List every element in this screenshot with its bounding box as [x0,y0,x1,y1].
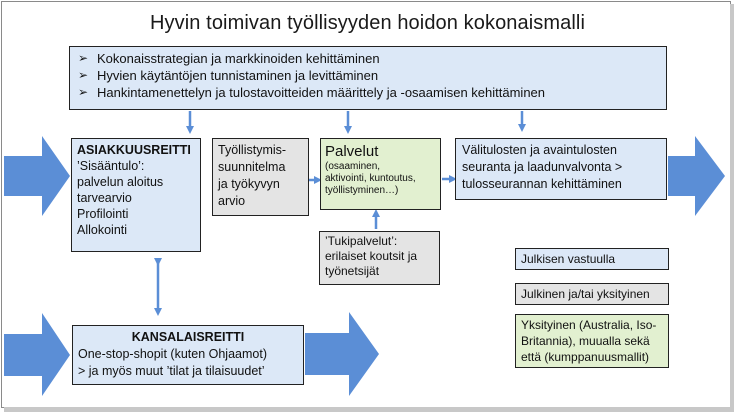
legend-private [515,314,669,368]
employment-plan-line: ja työkyvyn [218,177,280,191]
services-heading: Palvelut [325,143,379,160]
services-box [320,138,441,210]
legend-private-line: Yksityinen (Australia, Iso- [521,318,657,332]
support-services-line: erilaiset koutsit ja [325,249,418,263]
diagram-title: Hyvin toimivan työllisyyden hoidon kokonaismalli [150,12,585,34]
employment-plan-line: suunnitelma [218,160,286,174]
strategy-box [69,46,667,110]
customer-route-box [71,138,201,252]
citizen-route-line: One-stop-shopit (kuten Ohjaamot) [78,347,267,361]
strategy-item [78,67,658,84]
bullet-arrow-icon: ➢ [78,68,89,82]
bullet-arrow-icon: ➢ [78,51,89,65]
legend-private-line: että (kumppanuusmallit) [521,350,650,364]
customer-route-line: palvelun aloitus [77,175,164,189]
input-block-arrow [4,136,70,216]
results-monitoring-line: tulosseurannan kehittäminen [462,177,622,191]
customer-route-line: ’Sisääntulo’: [77,159,145,173]
employment-plan-line: Työllistymis- [218,143,287,157]
customer-route-heading: ASIAKKUUSREITTI [77,143,191,157]
output-block-arrow [668,136,725,216]
support-services-box [319,231,440,285]
strategy-item [78,50,658,67]
employment-plan-line: arvio [218,194,246,208]
legend-private-line: Britannia), muualla sekä [521,334,650,348]
bullet-arrow-icon: ➢ [78,85,89,99]
services-detail: aktivointi, kuntoutus, [325,173,416,184]
customer-route-line: Allokointi [77,223,128,237]
citizen-route-heading: KANSALAISREITTI [131,330,245,344]
support-services-line: ’Tukipalvelut’: [325,234,398,248]
services-detail: (osaaminen, [325,161,381,172]
strategy-item-text: Hyvien käytäntöjen tunnistaminen ja levittäminen [97,68,379,83]
services-detail: työllistyminen…) [325,185,399,196]
citizen-output-block-arrow [305,312,379,396]
citizen-route-line: > ja myös muut ’tilat ja tilaisuudet’ [78,364,265,378]
employment-plan-box [212,138,309,216]
strategy-item [78,84,658,101]
results-monitoring-line: seuranta ja laadunvalvonta > [462,160,623,174]
strategy-item-text: Hankintamenettelyn ja tulostavoitteiden määrittely ja -osaamisen kehittäminen [97,85,546,100]
customer-route-line: tarvearvio [77,191,132,205]
results-monitoring-box [455,138,667,200]
customer-route-line: Profilointi [77,207,129,221]
support-services-line: työnetsijät [325,264,380,278]
legend-public: Julkisen vastuulla [515,248,669,270]
legend-public-private: Julkinen ja/tai yksityinen [515,283,669,305]
citizen-route-box [72,325,304,385]
citizen-input-block-arrow [4,313,70,396]
strategy-item-text: Kokonaisstrategian ja markkinoiden kehittäminen [97,51,380,66]
results-monitoring-line: Välitulosten ja avaintulosten [462,143,617,157]
